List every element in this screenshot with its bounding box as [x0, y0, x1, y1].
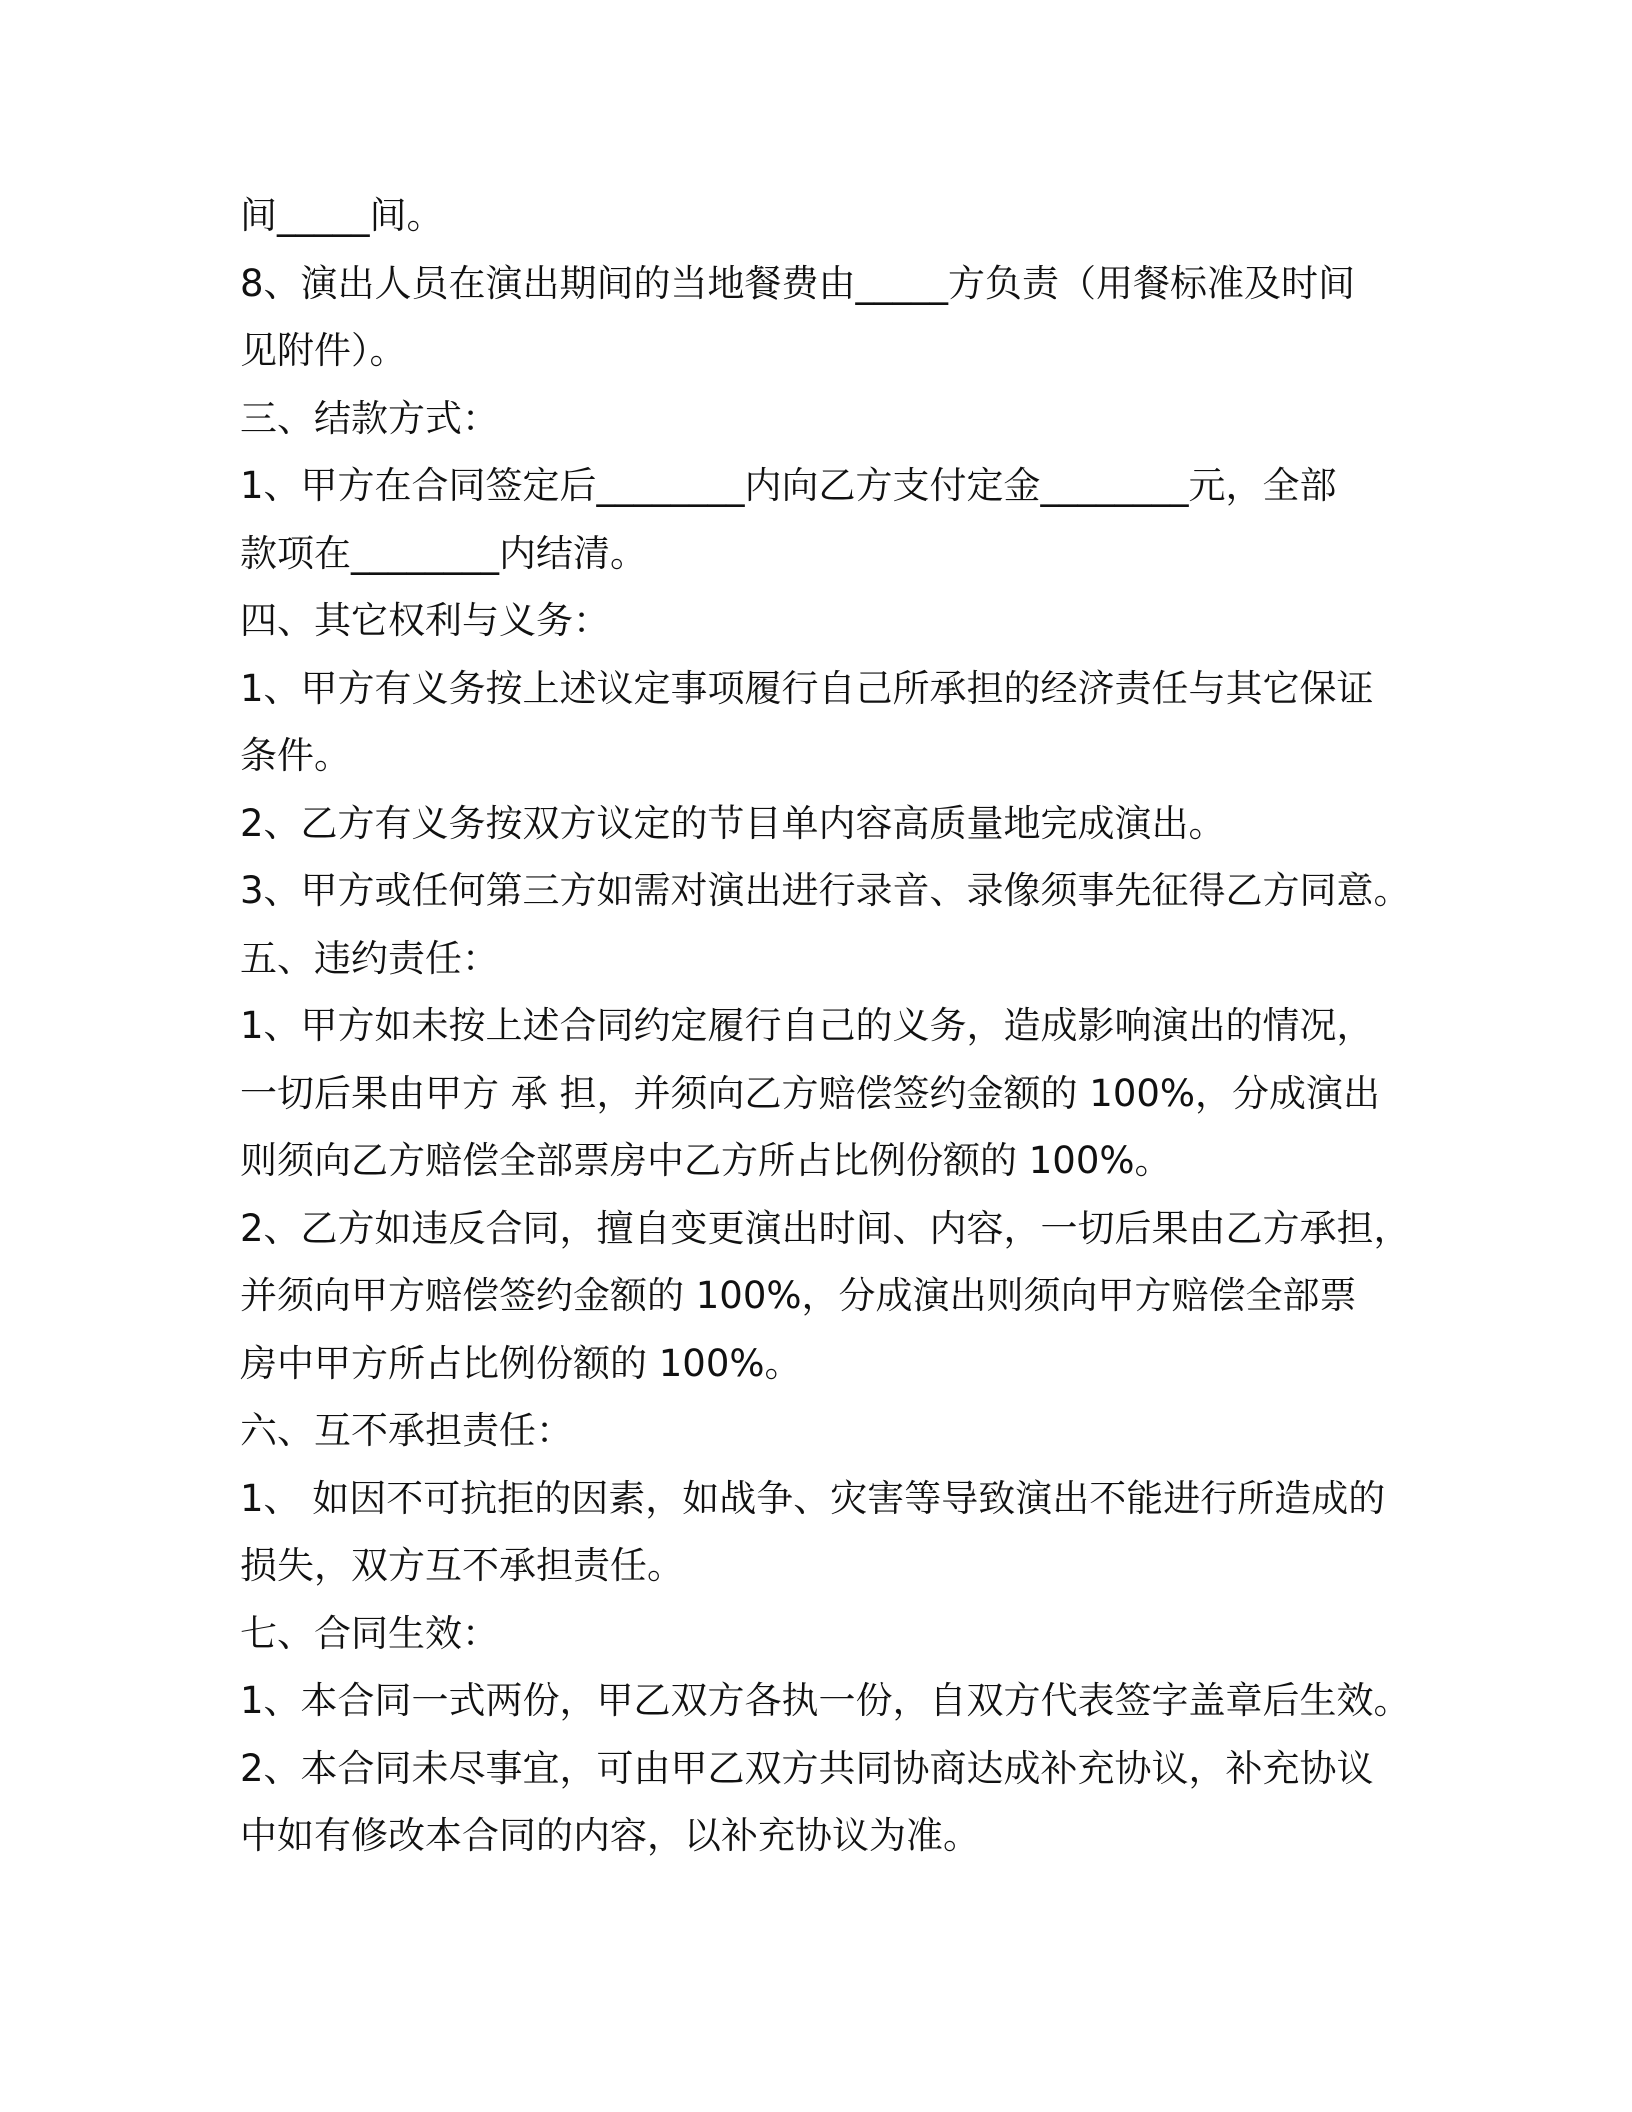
text-line: 1、甲方在合同签定后________内向乙方支付定金________元，全部	[240, 464, 1337, 507]
contract-body	[240, 182, 1420, 1870]
text-line: 1、 如因不可抗拒的因素，如战争、灾害等导致演出不能进行所造成的	[240, 1476, 1386, 1520]
text-line: 2、本合同未尽事宜，可由甲乙双方共同协商达成补充协议，补充协议	[240, 1746, 1374, 1790]
section-heading: 三、结款方式：	[240, 396, 499, 440]
text-line: 一切后果由甲方 承 担，并须向乙方赔偿签约金额的 100%，分成演出	[240, 1071, 1381, 1115]
section-heading: 六、互不承担责任：	[240, 1409, 573, 1452]
text-line: 款项在________内结清。	[240, 531, 647, 575]
text-line: 见附件）。	[240, 329, 407, 372]
text-line: 中如有修改本合同的内容，以补充协议为准。	[240, 1814, 980, 1857]
text-line: 间_____间。	[240, 194, 444, 237]
text-line: 并须向甲方赔偿签约金额的 100%，分成演出则须向甲方赔偿全部票	[240, 1274, 1357, 1317]
text-line: 3、甲方或任何第三方如需对演出进行录音、录像须事先征得乙方同意。	[240, 869, 1411, 912]
text-line: 房中甲方所占比例份额的 100%。	[240, 1341, 802, 1385]
text-line: 损失，双方互不承担责任。	[240, 1544, 684, 1587]
text-line: 2、乙方如违反合同，擅自变更演出时间、内容，一切后果由乙方承担，	[240, 1206, 1411, 1250]
text-line: 8、演出人员在演出期间的当地餐费由_____方负责（用餐标准及时间	[240, 261, 1356, 305]
text-line: 1、甲方如未按上述合同约定履行自己的义务，造成影响演出的情况，	[240, 1004, 1374, 1047]
text-line: 条件。	[240, 734, 351, 777]
section-heading: 七、合同生效：	[240, 1611, 499, 1655]
section-heading: 五、违约责任：	[240, 936, 499, 980]
text-line: 则须向乙方赔偿全部票房中乙方所占比例份额的 100%。	[240, 1139, 1172, 1182]
text-line: 1、甲方有义务按上述议定事项履行自己所承担的经济责任与其它保证	[240, 666, 1374, 710]
text-line: 2、乙方有义务按双方议定的节目单内容高质量地完成演出。	[240, 801, 1226, 845]
section-heading: 四、其它权利与义务：	[240, 599, 610, 642]
text-line: 1、本合同一式两份，甲乙双方各执一份，自双方代表签字盖章后生效。	[240, 1679, 1411, 1722]
